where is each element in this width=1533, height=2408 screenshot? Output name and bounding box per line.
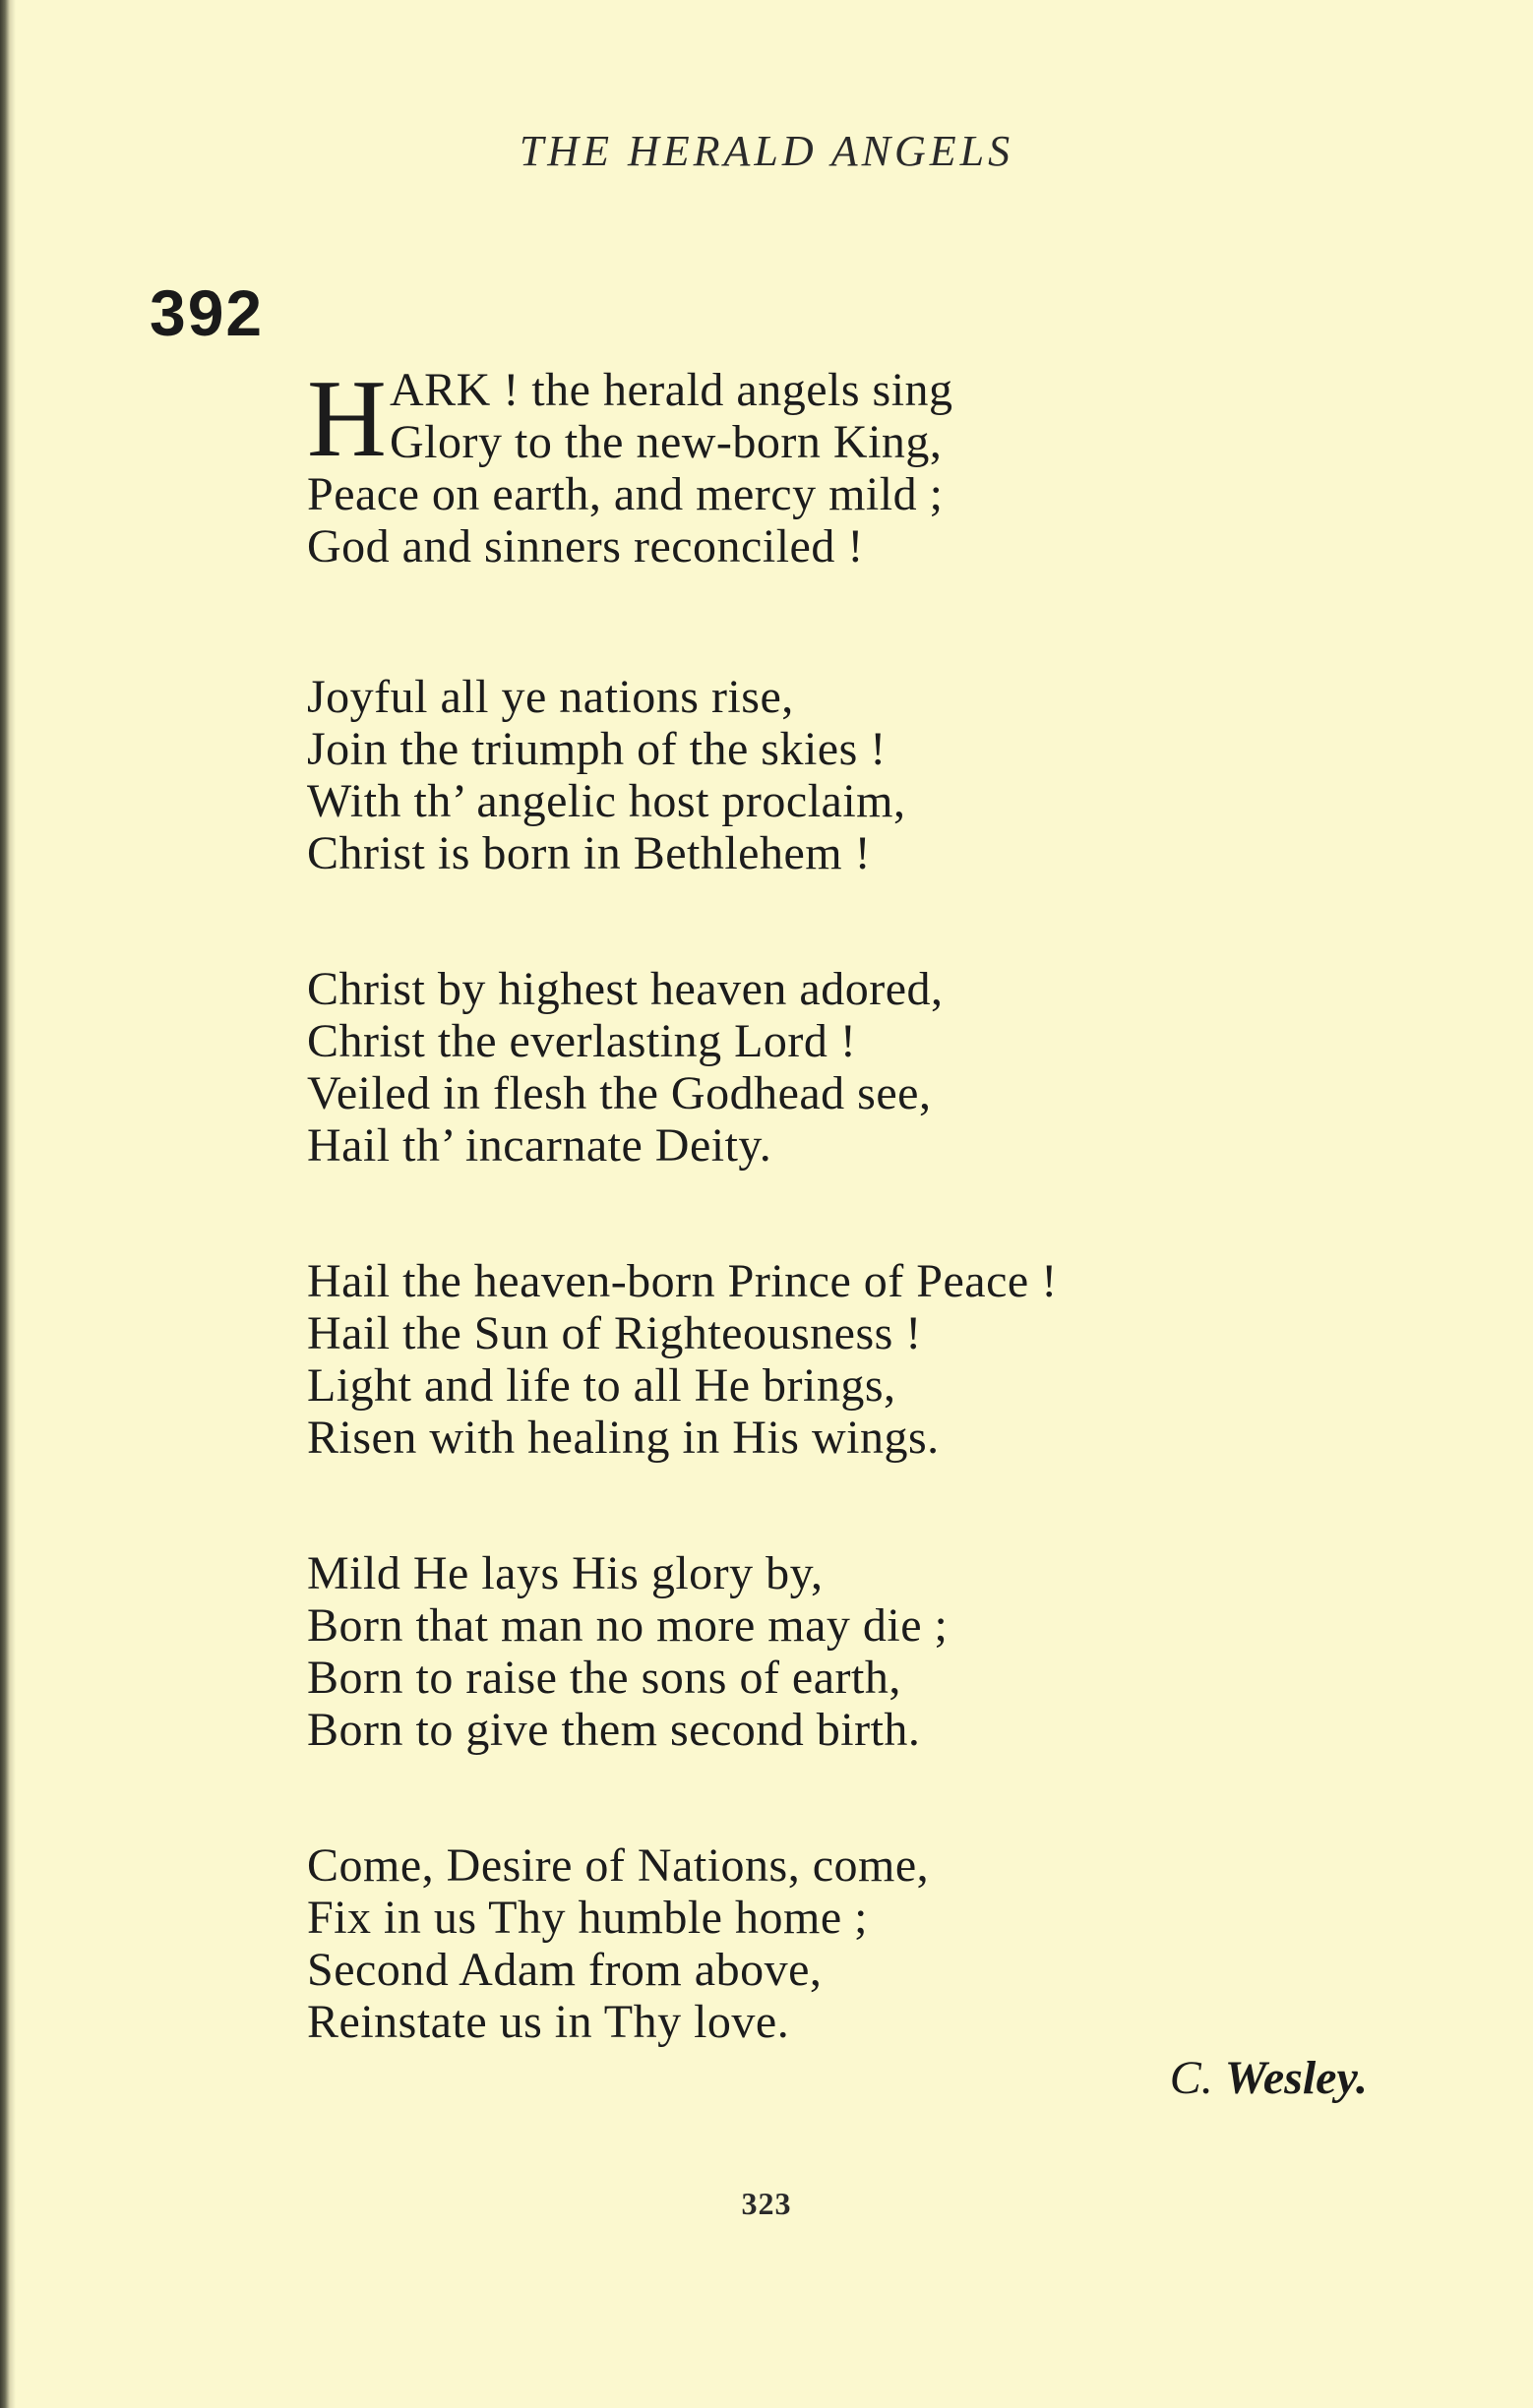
stanza-line: Christ is born in Bethlehem ! — [307, 827, 872, 879]
hymn-text — [307, 364, 1468, 2048]
stanza-line: God and sinners reconciled ! — [307, 520, 864, 572]
stanza-line: Mild He lays His glory by, — [307, 1547, 824, 1599]
stanza-line: Born to raise the sons of earth, — [307, 1652, 901, 1704]
stanza-3 — [307, 963, 1468, 1172]
stanza-line: Join the triumph of the skies ! — [307, 723, 887, 775]
stanza-line: Christ by highest heaven adored, — [307, 963, 944, 1015]
stanza-line: Veiled in flesh the Godhead see, — [307, 1067, 932, 1119]
author-initial: C. — [1169, 2052, 1213, 2104]
stanza-1 — [307, 364, 1468, 572]
hymn-number: 392 — [150, 276, 265, 349]
running-head: THE HERALD ANGELS — [519, 127, 1014, 175]
stanza-line: Joyful all ye nations rise, — [307, 671, 794, 723]
stanza-line: ARK ! the herald angels sing — [390, 364, 953, 416]
stanza-line: Peace on earth, and mercy mild ; — [307, 468, 944, 520]
stanza-line: Come, Desire of Nations, come, — [307, 1839, 930, 1892]
stanza-line: Glory to the new-born King, — [390, 416, 943, 468]
book-spine-edge — [0, 0, 16, 2408]
stanza-line: Christ the everlasting Lord ! — [307, 1015, 857, 1067]
author-attribution — [1170, 2051, 1368, 2105]
stanza-line: Light and life to all He brings, — [307, 1359, 896, 1412]
stanza-line: Second Adam from above, — [307, 1944, 823, 1996]
stanza-4 — [307, 1255, 1468, 1464]
author-name: Wesley. — [1224, 2052, 1368, 2104]
stanza-line: Hail the Sun of Righteousness ! — [307, 1307, 922, 1359]
stanza-line: Risen with healing in His wings. — [307, 1412, 940, 1464]
stanza-line: Hail the heaven-born Prince of Peace ! — [307, 1255, 1058, 1307]
stanza-line: Fix in us Thy humble home ; — [307, 1892, 868, 1944]
page-number: 323 — [741, 2186, 792, 2221]
stanza-5 — [307, 1547, 1468, 1756]
stanza-2 — [307, 671, 1468, 879]
stanza-line: Born that man no more may die ; — [307, 1599, 949, 1652]
stanza-6 — [307, 1839, 1468, 2048]
stanza-line: Hail th’ incarnate Deity. — [307, 1119, 772, 1172]
stanza-line: Reinstate us in Thy love. — [307, 1996, 790, 2048]
stanza-line: Born to give them second birth. — [307, 1704, 921, 1756]
drop-cap: H — [307, 372, 387, 468]
stanza-line: With th’ angelic host proclaim, — [307, 775, 906, 827]
